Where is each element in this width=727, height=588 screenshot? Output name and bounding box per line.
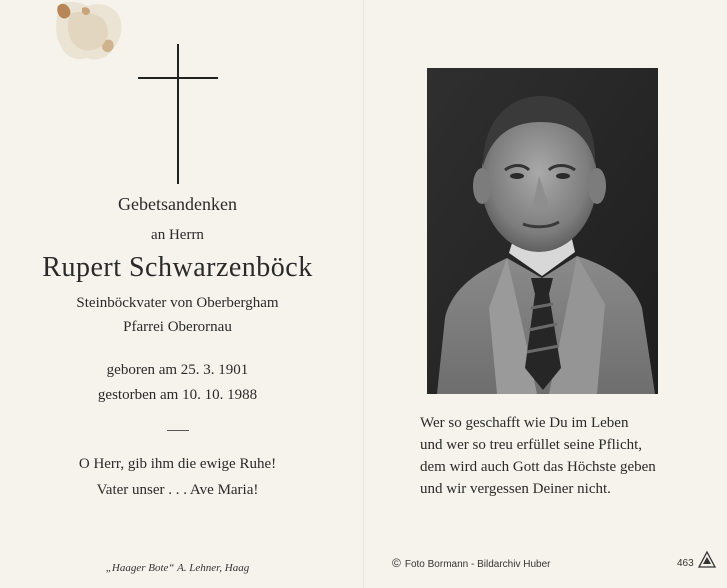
card-heading: Gebetsandenken [118, 194, 237, 214]
verse-line-4: und wir vergessen Deiner nicht. [420, 481, 611, 497]
verse-line-2: und wer so treu erfüllet seine Pflicht, [420, 437, 643, 453]
prayer-line-1: O Herr, gib ihm die ewige Ruhe! [78, 456, 277, 472]
card-number: 463 [677, 558, 694, 569]
cross-symbol [138, 44, 218, 184]
copyright-icon: © [392, 556, 401, 570]
portrait-photo [427, 68, 658, 394]
photo-credit-text: Foto Bormann - Bildarchiv Huber [404, 559, 551, 570]
title-line: Steinböckvater von Oberbergham [76, 295, 279, 311]
parish-line: Pfarrei Oberornau [123, 319, 232, 335]
printer-credit: „Haager Bote“ A. Lehner, Haag [105, 562, 250, 574]
paper-damage-stain [52, 0, 127, 66]
birth-date: geboren am 25. 3. 1901 [106, 362, 249, 378]
death-date: gestorben am 10. 10. 1988 [97, 387, 258, 403]
deceased-name: Rupert Schwarzenböck [42, 252, 313, 283]
verse-line-1: Wer so geschafft wie Du im Leben [420, 415, 629, 431]
card-fold [363, 0, 365, 588]
prayer-line-2: Vater unser . . . Ave Maria! [96, 482, 259, 498]
name-prefix: an Herrn [151, 227, 204, 243]
publisher-logo-icon [698, 551, 716, 569]
verse-line-3: dem wird auch Gott das Höchste geben [420, 459, 656, 475]
memorial-verse [420, 412, 710, 500]
photo-credit [392, 556, 550, 570]
divider-line [167, 430, 189, 431]
